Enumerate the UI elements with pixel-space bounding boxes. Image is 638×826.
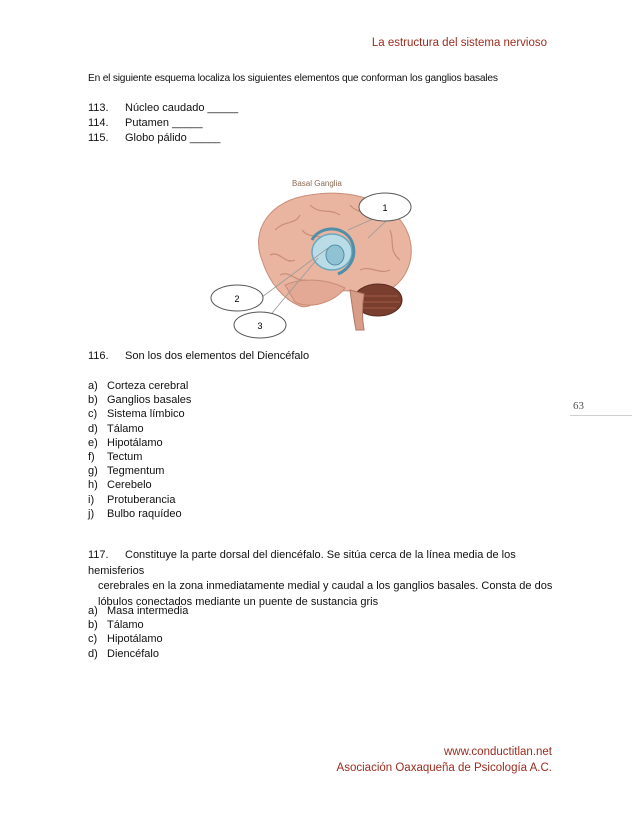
question-text-line2: cerebrales en la zona inmediatamente medial y caudal a los ganglios basales. Consta de dos — [98, 580, 553, 592]
callout-1-label: 1 — [382, 203, 388, 213]
option-i: i) Protuberancia — [88, 493, 176, 506]
question-number: 116. — [88, 350, 109, 362]
question-text-line3: lóbulos conectados mediante un puente de sustancia gris — [98, 595, 379, 608]
question-116-options — [88, 379, 191, 521]
option-e: e) Hipotálamo — [88, 436, 163, 449]
option-a: a) Corteza cerebral — [88, 380, 189, 392]
header-title: La estructura del sistema nervioso — [371, 37, 547, 49]
option-b: b) Tálamo — [88, 619, 144, 632]
callout-2-label: 2 — [234, 294, 240, 304]
page-number: 63 — [573, 400, 584, 412]
item-number: 115. — [88, 132, 109, 144]
figure-caption: Basal Ganglia — [292, 179, 342, 188]
question-text-line1: Constituye la parte dorsal del diencéfalo. Se sitúa cerca de la línea media de los hemisferios — [88, 549, 516, 577]
option-c: c) Sistema límbico — [88, 408, 185, 421]
option-c: c) Hipotálamo — [88, 633, 163, 646]
question-116 — [88, 350, 309, 362]
option-j: j) Bulbo raquídeo — [88, 507, 182, 520]
option-b: b) Ganglios basales — [88, 394, 192, 407]
item-text: Globo pálido _____ — [125, 132, 221, 144]
footer-url[interactable]: www.conductitlan.net — [443, 746, 552, 758]
intro-text: En el siguiente esquema localiza los siguientes elementos que conforman los ganglios basales — [88, 73, 498, 84]
question-117-options — [88, 604, 188, 661]
option-a: a) Masa intermedia — [88, 605, 189, 617]
option-d: d) Tálamo — [88, 422, 144, 435]
question-number: 117. — [88, 549, 109, 561]
option-g: g) Tegmentum — [88, 465, 165, 478]
question-text: Son los dos elementos del Diencéfalo — [125, 350, 310, 362]
item-text: Núcleo caudado _____ — [125, 102, 239, 114]
item-number: 113. — [88, 102, 109, 114]
option-f: f) Tectum — [88, 451, 143, 464]
footer-org: Asociación Oaxaqueña de Psicología A.C. — [336, 762, 552, 774]
item-number: 114. — [88, 117, 109, 129]
option-h: h) Cerebelo — [88, 479, 152, 492]
item-text: Putamen _____ — [125, 117, 203, 129]
callout-3-label: 3 — [257, 321, 263, 331]
question-117 — [88, 548, 558, 610]
option-d: d) Diencéfalo — [88, 647, 159, 660]
